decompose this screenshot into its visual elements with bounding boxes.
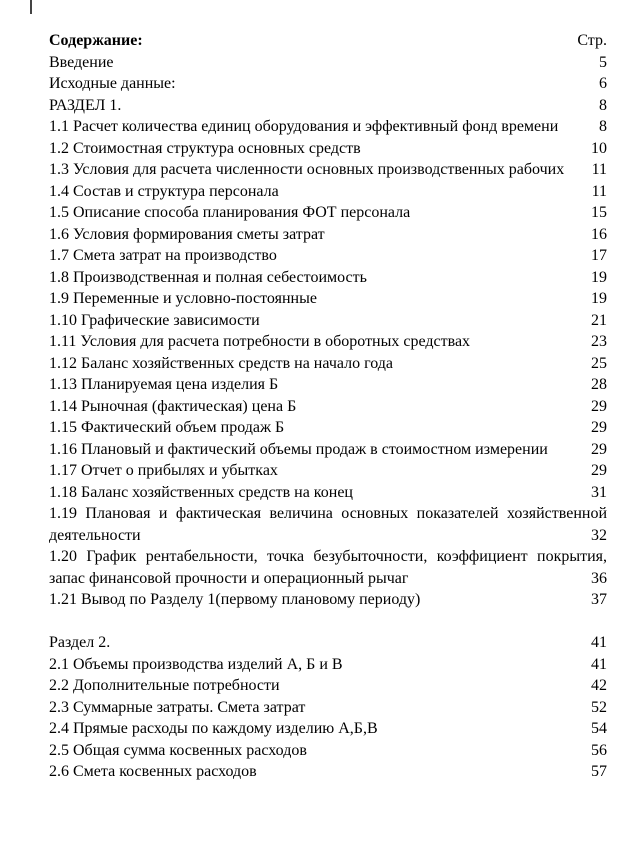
toc-page-number: 15 [591, 204, 607, 221]
toc-entry-text: 1.7 Смета затрат на производство [49, 247, 277, 264]
toc-entry-text: 1.12 Баланс хозяйственных средств на начало года [49, 354, 394, 372]
toc-entry-text: 1.10 Графические зависимости [49, 311, 260, 329]
toc-entry-text: 2.6 Смета косвенных расходов [49, 763, 257, 780]
toc-entry-text: 1.13 Планируемая цена изделия Б [49, 376, 279, 393]
toc-page-number: 17 [591, 247, 607, 264]
toc-row [49, 288, 607, 310]
toc-row [49, 632, 607, 654]
toc-page-number: 42 [591, 677, 607, 694]
toc-page-number: 11 [591, 182, 607, 200]
toc-entry-text: 1.16 Плановый и фактический объемы продаж в стоимостном измерении [49, 440, 548, 458]
toc-page-number: 6 [599, 75, 607, 92]
toc-row [49, 417, 607, 439]
toc-page-number: 11 [591, 161, 607, 178]
toc-row [49, 546, 607, 589]
toc-entry-text: 2.4 Прямые расходы по каждому изделию А,Б,В [49, 720, 378, 737]
toc-entry-text: 1.2 Стоимостная структура основных средств [49, 139, 361, 157]
toc-page-number: 36 [591, 569, 607, 587]
toc-entry-text: 1.19 Плановая и фактическая величина основных показателей хозяйственной деятельности [49, 505, 607, 544]
toc-row [49, 73, 607, 95]
toc-row [49, 245, 607, 267]
toc-page-number: 41 [591, 655, 607, 673]
toc-row [49, 589, 607, 611]
toc-entry-text: 1.15 Фактический объем продаж Б [49, 419, 285, 436]
toc-entry-text: РАЗДЕЛ 1. [49, 96, 122, 114]
toc-row [49, 310, 607, 332]
toc-row [49, 116, 607, 138]
toc-page-number: 52 [591, 698, 607, 716]
toc-row [49, 697, 607, 719]
toc-entry-text: 2.5 Общая сумма косвенных расходов [49, 741, 307, 759]
toc-row [49, 331, 607, 353]
toc-row [49, 52, 607, 74]
toc-entry-text: Введение [49, 53, 114, 71]
toc-page-number: 19 [591, 290, 607, 307]
toc-page-column-label: Стр. [577, 32, 607, 49]
toc-entry-text: 1.8 Производственная и полная себестоимость [49, 268, 367, 286]
toc-page-number: 19 [591, 268, 607, 286]
toc-list [49, 52, 607, 783]
toc-page-number: 8 [599, 118, 607, 135]
toc-row [49, 353, 607, 375]
toc-row [49, 740, 607, 762]
toc-entry-text: 2.3 Суммарные затраты. Смета затрат [49, 698, 306, 716]
toc-row [49, 267, 607, 289]
toc-page-number: 21 [591, 311, 607, 329]
toc-row [49, 374, 607, 396]
toc-entry-text: 2.2 Дополнительные потребности [49, 677, 280, 694]
toc-entry-text: 1.5 Описание способа планирования ФОТ персонала [49, 204, 411, 221]
toc-page-number: 23 [591, 333, 607, 350]
toc-entry-text: 1.9 Переменные и условно-постоянные [49, 290, 317, 307]
toc-page-number: 29 [591, 440, 607, 458]
toc-page-number: 5 [599, 53, 607, 71]
toc-entry-text: 1.1 Расчет количества единиц оборудования и эффективный фонд времени [49, 118, 559, 135]
toc-page-number: 28 [591, 376, 607, 393]
toc-entry-text: 1.21 Вывод по Разделу 1(первому плановому периоду) [49, 591, 421, 608]
toc-row [49, 460, 607, 482]
toc-row [49, 482, 607, 504]
toc-entry-text: 1.6 Условия формирования сметы затрат [49, 225, 325, 243]
page-edge-artifact [30, 0, 32, 14]
toc-page-number: 10 [591, 139, 607, 157]
toc-entry-text: 1.18 Баланс хозяйственных средств на конец [49, 483, 353, 501]
toc-page-number: 56 [591, 741, 607, 759]
toc-title: Содержание: [49, 32, 143, 49]
toc-page-number: 25 [591, 354, 607, 372]
toc-entry-text: 1.17 Отчет о прибылях и убытках [49, 462, 278, 479]
toc-page-number: 57 [591, 763, 607, 780]
toc-page-number: 32 [591, 526, 607, 544]
toc-row [49, 224, 607, 246]
toc-page-number: 29 [591, 462, 607, 479]
toc-row [49, 181, 607, 203]
toc-row [49, 159, 607, 181]
toc-page-number: 8 [599, 96, 607, 114]
toc-page-number: 16 [591, 225, 607, 243]
toc-row [49, 503, 607, 546]
toc-entry-text: 1.4 Состав и структура персонала [49, 182, 279, 200]
toc-page-number: 54 [591, 720, 607, 737]
toc-row [49, 138, 607, 160]
toc-page-number: 29 [591, 397, 607, 415]
toc-page-number: 31 [591, 483, 607, 501]
toc-entry-text: 1.20 График рентабельности, точка безубыточности, коэффициент покрытия, запас финансовой прочности и операционный рычаг [49, 548, 607, 587]
toc-row [49, 95, 607, 117]
toc-row [49, 761, 607, 783]
toc-entry-text: 1.14 Рыночная (фактическая) цена Б [49, 397, 297, 415]
toc-row [49, 718, 607, 740]
toc-row [49, 675, 607, 697]
toc-row [49, 396, 607, 418]
toc-page-number: 37 [591, 591, 607, 608]
toc-page-number: 29 [591, 419, 607, 436]
toc-row [49, 654, 607, 676]
toc-header [49, 30, 607, 52]
toc-row [49, 202, 607, 224]
toc-entry-text: Исходные данные: [49, 75, 176, 92]
toc-entry-text: 1.3 Условия для расчета численности основных производственных рабочих [49, 161, 565, 178]
toc-row [49, 439, 607, 461]
toc-page-number: 41 [591, 634, 607, 651]
toc-entry-text: Раздел 2. [49, 634, 111, 651]
toc-entry-text: 2.1 Объемы производства изделий А, Б и В [49, 655, 343, 673]
toc-entry-text: 1.11 Условия для расчета потребности в оборотных средствах [49, 333, 471, 350]
